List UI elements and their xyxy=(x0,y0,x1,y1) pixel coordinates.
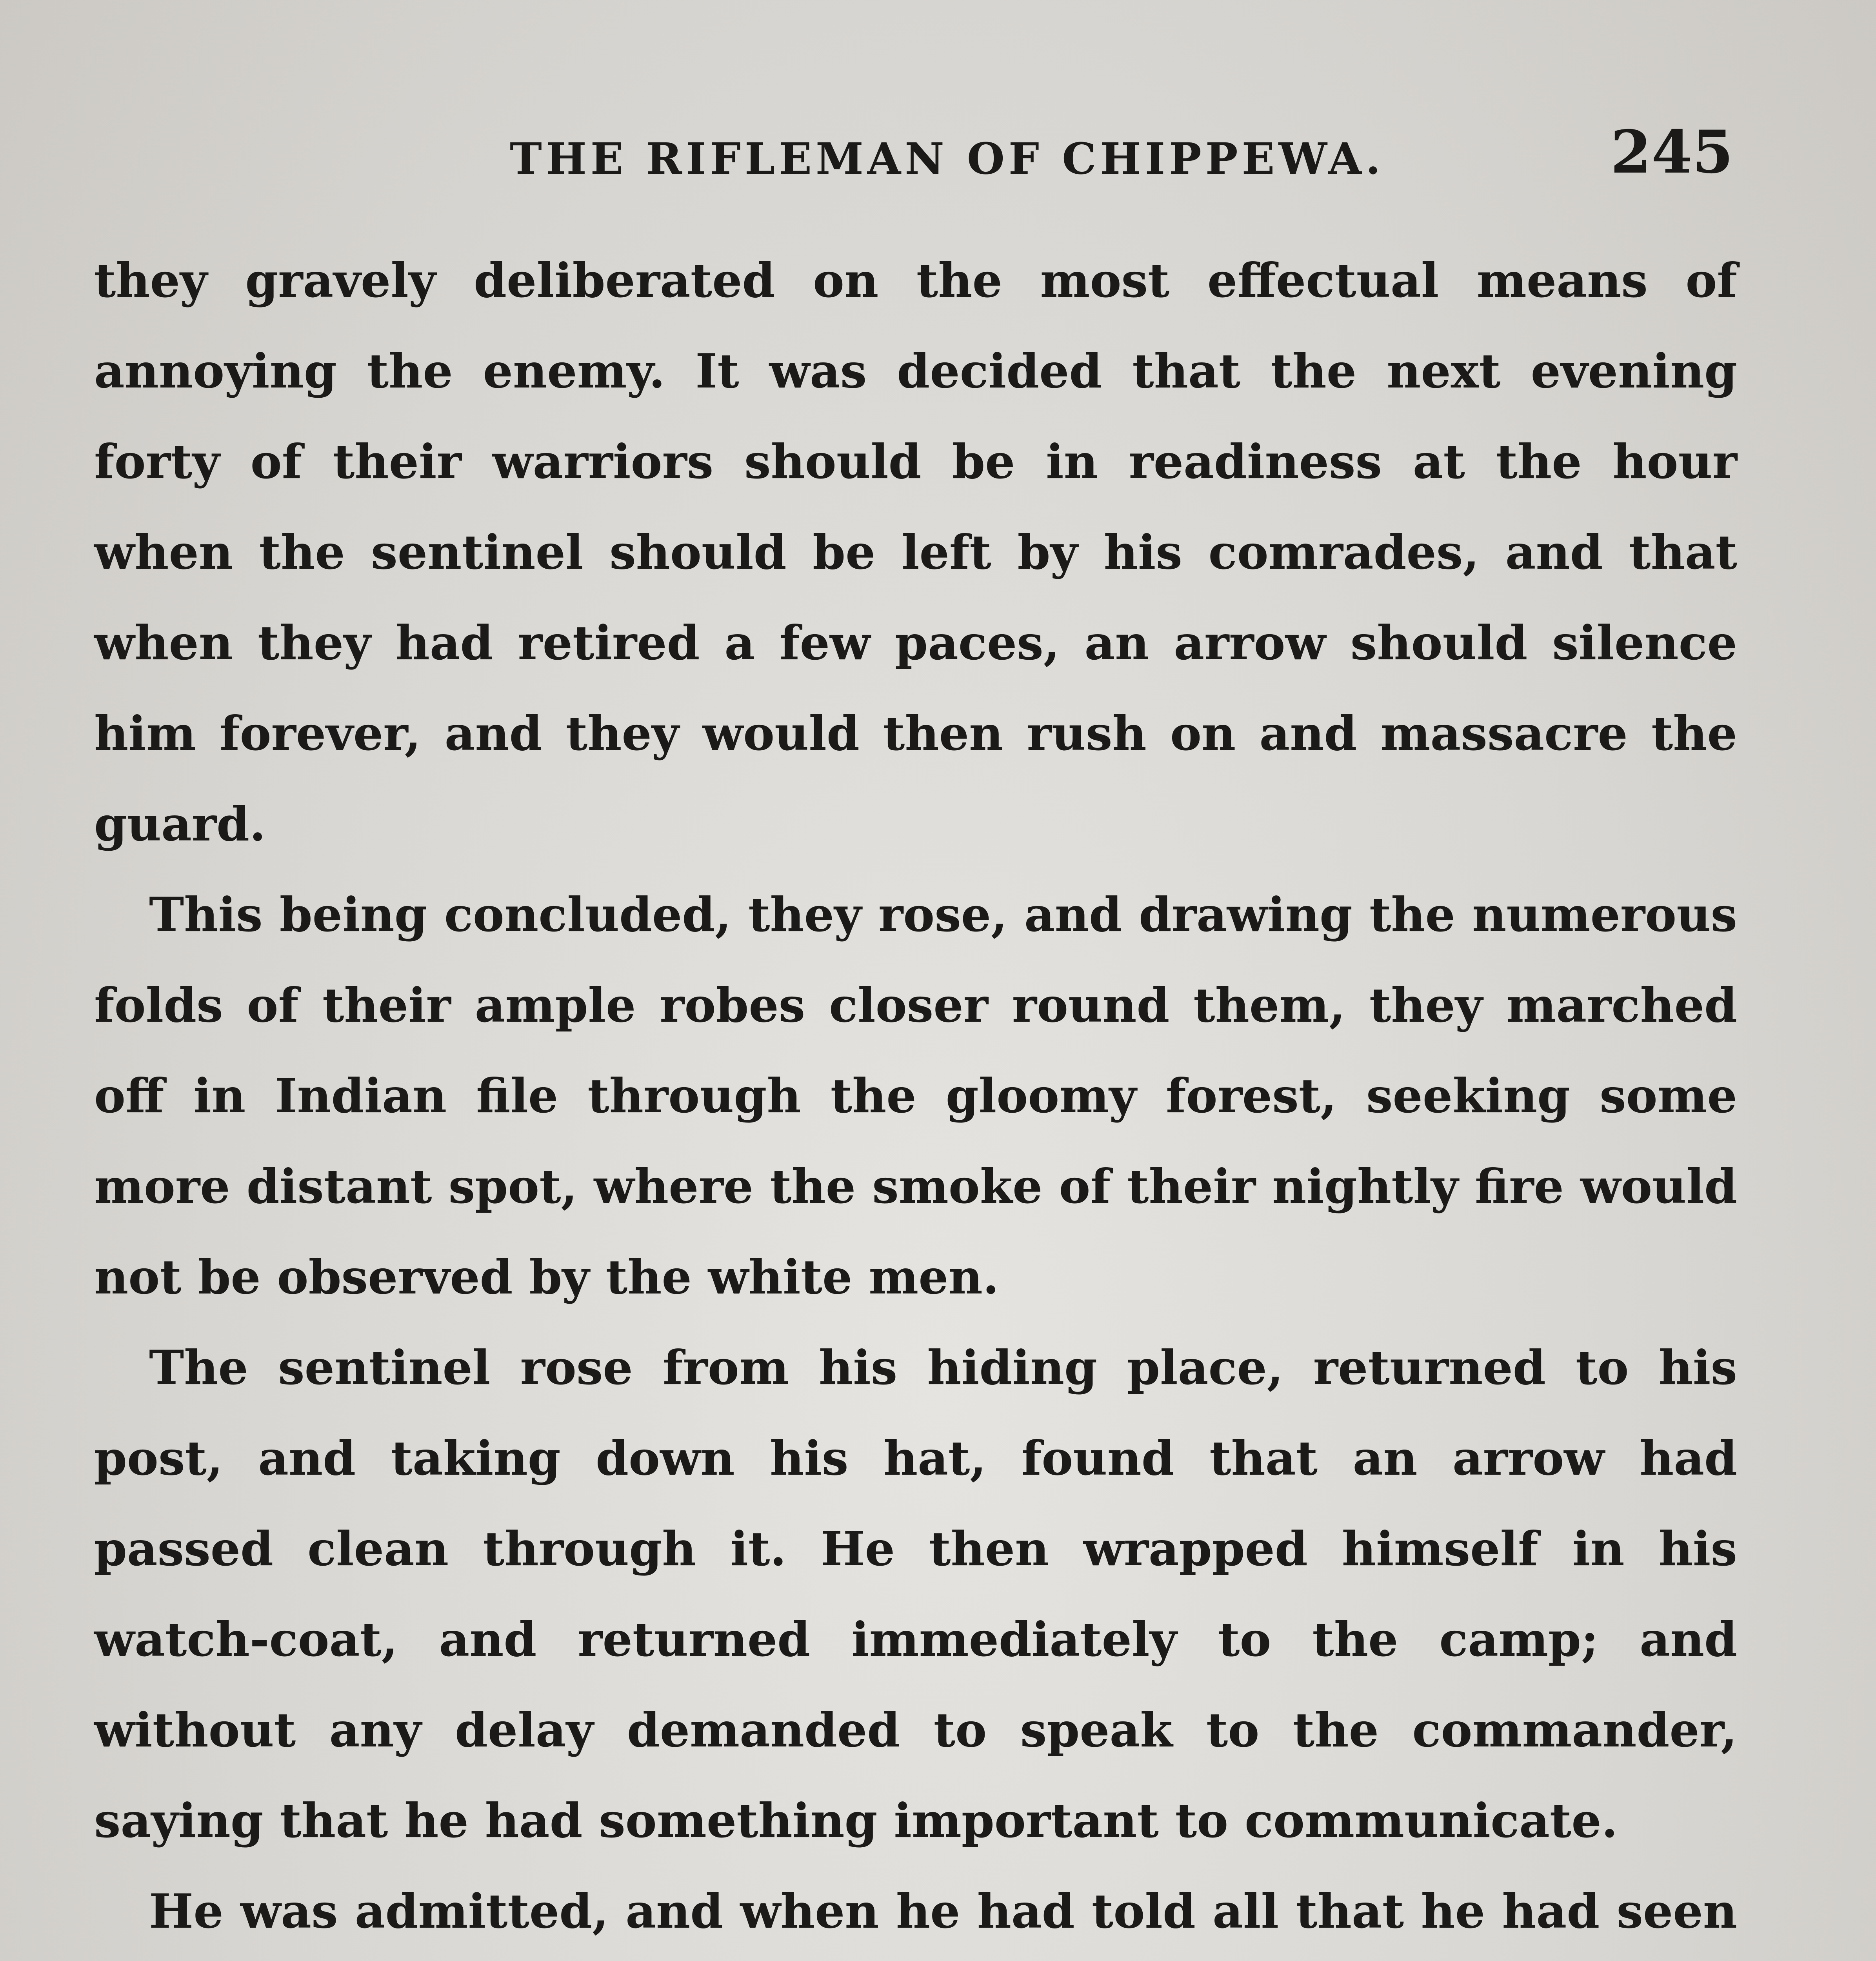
paragraph-colonel-commission: He was admitted, and when he had told all that he had seen xyxy=(149,1884,1737,1939)
page-number: 245 xyxy=(1610,118,1733,187)
running-title: THE RIFLEMAN OF CHIPPEWA. xyxy=(510,133,1385,184)
paragraph-indian-council: This being concluded, they rose, and drawing the numerous folds of their ample robes closer round them, they marched off in Indian file through the gloomy forest, seeking some more distant spot, where the smoke of their nightly fire would not be observed by the white men. xyxy=(94,887,1737,1305)
running-head xyxy=(94,118,1733,204)
body-text xyxy=(94,235,1737,1961)
paragraph-sentinel-returns: The sentinel rose from his hiding place, returned to his post, and taking down his hat, found that an arrow had passed clean through it. He then wrapped himself in his watch-coat, and returned immediately to the camp; and without any delay demanded to speak to the commander, saying that he had something important to communicate. xyxy=(94,1340,1737,1848)
paragraph-continuation: they gravely deliberated on the most effectual means of annoying the enemy. It was decided that the next evening forty of their warriors should be in readiness at the hour when the sentinel should be left by his comrades, and that when they had retired a few paces, an arrow should silence him forever, and they would then rush on and massacre the guard. xyxy=(94,253,1737,852)
